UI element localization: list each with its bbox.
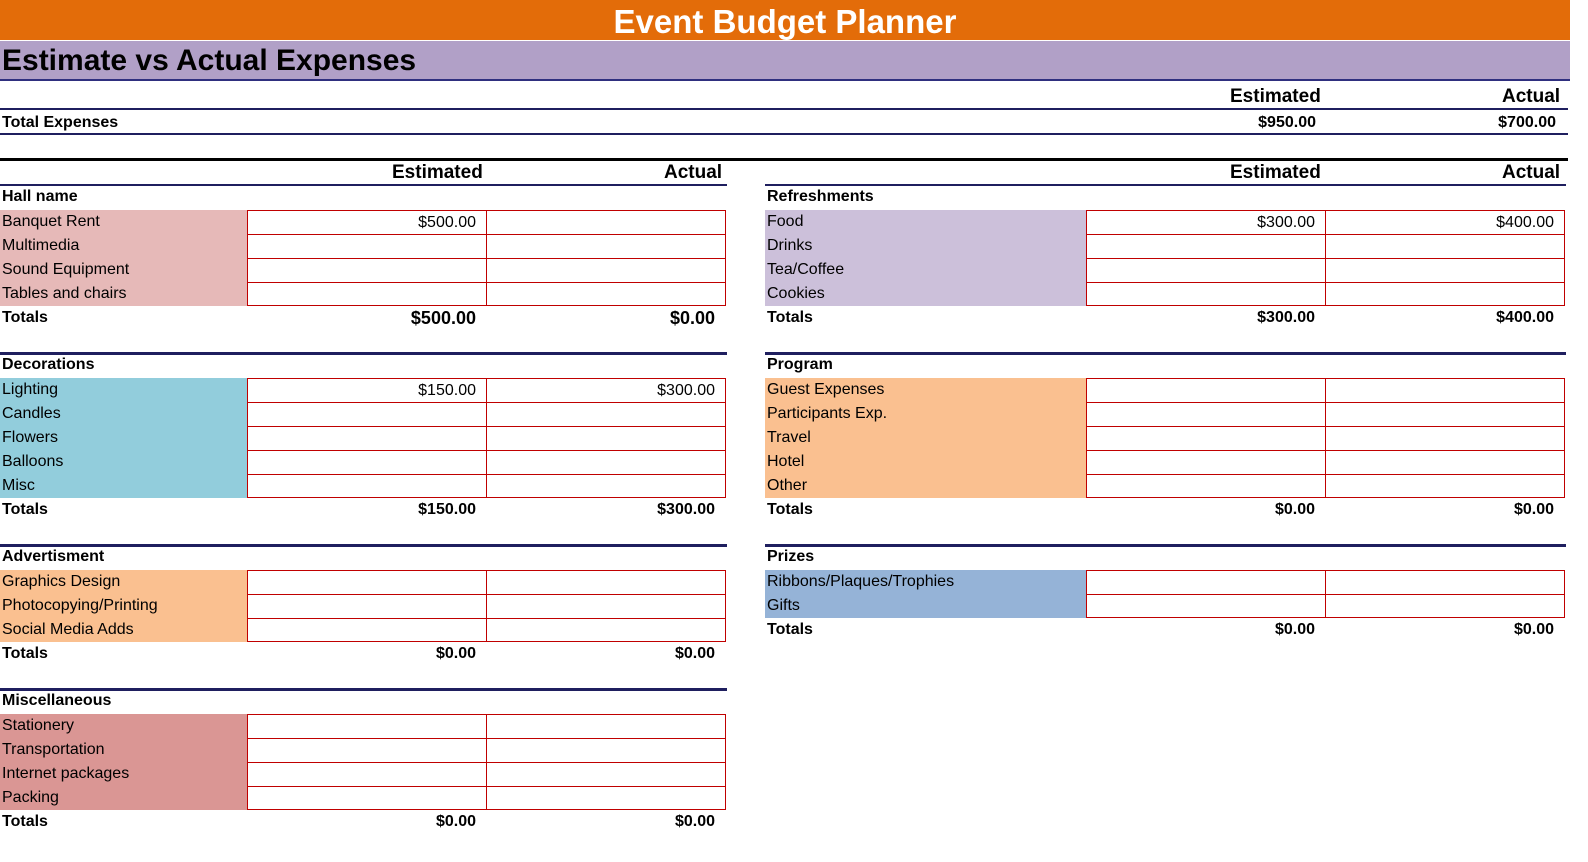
estimated-cell[interactable] bbox=[248, 234, 487, 258]
table-row bbox=[765, 282, 1566, 306]
estimated-cell[interactable] bbox=[1087, 426, 1326, 450]
estimated-cell[interactable] bbox=[248, 474, 487, 498]
estimated-cell[interactable] bbox=[248, 594, 487, 618]
section-title: Advertisment bbox=[2, 548, 105, 565]
table-row bbox=[0, 474, 727, 498]
actual-cell[interactable] bbox=[487, 762, 726, 786]
totals-estimated[interactable]: $0.00 bbox=[1274, 621, 1315, 638]
row-label: Internet packages bbox=[0, 762, 248, 786]
table-row bbox=[765, 594, 1566, 618]
actual-cell[interactable] bbox=[487, 426, 726, 450]
section-title: Program bbox=[767, 356, 833, 373]
table-row bbox=[765, 426, 1566, 450]
table-row bbox=[765, 402, 1566, 426]
actual-cell[interactable] bbox=[1326, 570, 1565, 594]
table-row bbox=[0, 234, 727, 258]
actual-cell[interactable] bbox=[487, 210, 726, 234]
row-label: Ribbons/Plaques/Trophies bbox=[765, 570, 1087, 594]
estimated-cell[interactable] bbox=[1087, 282, 1326, 306]
row-label: Gifts bbox=[765, 594, 1087, 618]
actual-cell[interactable] bbox=[487, 282, 726, 306]
estimated-cell[interactable] bbox=[248, 738, 487, 762]
row-label: Misc bbox=[0, 474, 248, 498]
totals-actual[interactable]: $400.00 bbox=[1496, 309, 1554, 326]
totals-actual[interactable]: $0.00 bbox=[1513, 621, 1554, 638]
sections-top-rule bbox=[0, 158, 1568, 161]
page-title: Event Budget Planner bbox=[0, 0, 1570, 40]
summary-bottom-rule bbox=[0, 133, 1568, 135]
actual-cell[interactable] bbox=[487, 234, 726, 258]
totals-estimated[interactable]: $0.00 bbox=[435, 645, 476, 662]
row-label: Other bbox=[765, 474, 1087, 498]
total-expenses-estimated[interactable]: $950.00 bbox=[1258, 114, 1316, 131]
table-row bbox=[0, 570, 727, 594]
row-label: Candles bbox=[0, 402, 248, 426]
left-estimated-header: Estimated bbox=[392, 162, 483, 183]
estimated-cell[interactable] bbox=[1087, 474, 1326, 498]
estimated-cell[interactable] bbox=[1087, 594, 1326, 618]
actual-cell[interactable] bbox=[487, 570, 726, 594]
table-row bbox=[0, 738, 727, 762]
total-expenses-actual[interactable]: $700.00 bbox=[1498, 114, 1556, 131]
table-row bbox=[0, 402, 727, 426]
row-label: Multimedia bbox=[0, 234, 248, 258]
totals-label: Totals bbox=[2, 813, 48, 830]
table-row bbox=[765, 234, 1566, 258]
actual-cell[interactable] bbox=[487, 594, 726, 618]
section-title: Hall name bbox=[2, 188, 78, 205]
actual-cell[interactable] bbox=[1326, 474, 1565, 498]
estimated-cell[interactable]: $300.00 bbox=[1087, 210, 1326, 234]
row-label: Participants Exp. bbox=[765, 402, 1087, 426]
row-label: Drinks bbox=[765, 234, 1087, 258]
actual-cell[interactable] bbox=[1326, 594, 1565, 618]
actual-cell[interactable] bbox=[487, 738, 726, 762]
row-label: Graphics Design bbox=[0, 570, 248, 594]
actual-cell[interactable] bbox=[1326, 378, 1565, 402]
actual-cell[interactable] bbox=[1326, 282, 1565, 306]
table-row bbox=[0, 714, 727, 738]
table-row bbox=[0, 378, 727, 402]
totals-label: Totals bbox=[2, 501, 48, 518]
totals-estimated[interactable]: $300.00 bbox=[1257, 309, 1315, 326]
table-row bbox=[765, 450, 1566, 474]
totals-estimated[interactable]: $150.00 bbox=[418, 501, 476, 518]
estimated-cell[interactable] bbox=[248, 450, 487, 474]
summary-actual-header: Actual bbox=[1502, 86, 1561, 107]
section-title: Decorations bbox=[2, 356, 95, 373]
row-label: Guest Expenses bbox=[765, 378, 1087, 402]
row-label: Flowers bbox=[0, 426, 248, 450]
estimated-cell[interactable] bbox=[248, 786, 487, 810]
table-row bbox=[765, 258, 1566, 282]
estimated-cell[interactable]: $500.00 bbox=[248, 210, 487, 234]
page-subtitle: Estimate vs Actual Expenses bbox=[0, 41, 1570, 81]
estimated-cell[interactable] bbox=[248, 714, 487, 738]
actual-cell[interactable]: $300.00 bbox=[487, 378, 726, 402]
section-rule bbox=[0, 352, 727, 355]
right-estimated-header: Estimated bbox=[1230, 162, 1321, 183]
estimated-cell[interactable] bbox=[248, 282, 487, 306]
totals-actual[interactable]: $0.00 bbox=[1513, 501, 1554, 518]
estimated-cell[interactable] bbox=[248, 426, 487, 450]
table-row bbox=[0, 786, 727, 810]
totals-actual[interactable]: $0.00 bbox=[674, 645, 715, 662]
totals-label: Totals bbox=[767, 309, 813, 326]
estimated-cell[interactable]: $150.00 bbox=[248, 378, 487, 402]
actual-cell[interactable] bbox=[1326, 450, 1565, 474]
totals-actual[interactable]: $0.00 bbox=[669, 308, 715, 328]
row-label: Photocopying/Printing bbox=[0, 594, 248, 618]
table-row bbox=[0, 594, 727, 618]
actual-cell[interactable] bbox=[487, 618, 726, 642]
section-title: Prizes bbox=[767, 548, 815, 565]
row-label: Packing bbox=[0, 786, 248, 810]
table-row bbox=[0, 618, 727, 642]
estimated-cell[interactable] bbox=[248, 258, 487, 282]
row-label: Cookies bbox=[765, 282, 1087, 306]
table-row bbox=[0, 450, 727, 474]
section-rule bbox=[0, 184, 727, 186]
row-label: Transportation bbox=[0, 738, 248, 762]
row-label: Sound Equipment bbox=[0, 258, 248, 282]
actual-cell[interactable] bbox=[1326, 402, 1565, 426]
section-title: Miscellaneous bbox=[2, 692, 112, 709]
totals-label: Totals bbox=[767, 501, 813, 518]
actual-cell[interactable] bbox=[1326, 426, 1565, 450]
table-row bbox=[765, 474, 1566, 498]
estimated-cell[interactable] bbox=[1087, 234, 1326, 258]
table-row bbox=[0, 258, 727, 282]
estimated-cell[interactable] bbox=[248, 570, 487, 594]
section-title: Refreshments bbox=[767, 188, 874, 205]
estimated-cell[interactable] bbox=[248, 618, 487, 642]
estimated-cell[interactable] bbox=[248, 402, 487, 426]
actual-cell[interactable] bbox=[1326, 258, 1565, 282]
section-rule bbox=[765, 184, 1566, 186]
total-expenses-label: Total Expenses bbox=[2, 114, 119, 131]
table-row bbox=[765, 570, 1566, 594]
section-rule bbox=[765, 352, 1566, 355]
row-label: Banquet Rent bbox=[0, 210, 248, 234]
actual-cell[interactable] bbox=[1326, 234, 1565, 258]
table-row bbox=[0, 210, 727, 234]
totals-estimated[interactable]: $0.00 bbox=[435, 813, 476, 830]
totals-actual[interactable]: $0.00 bbox=[674, 813, 715, 830]
totals-label: Totals bbox=[2, 645, 48, 662]
row-label: Hotel bbox=[765, 450, 1087, 474]
row-label: Tea/Coffee bbox=[765, 258, 1087, 282]
estimated-cell[interactable] bbox=[1087, 402, 1326, 426]
totals-estimated[interactable]: $0.00 bbox=[1274, 501, 1315, 518]
row-label: Balloons bbox=[0, 450, 248, 474]
row-label: Tables and chairs bbox=[0, 282, 248, 306]
actual-cell[interactable] bbox=[487, 258, 726, 282]
section-rule bbox=[0, 544, 727, 547]
actual-cell[interactable] bbox=[487, 786, 726, 810]
estimated-cell[interactable] bbox=[1087, 258, 1326, 282]
estimated-cell[interactable] bbox=[1087, 570, 1326, 594]
estimated-cell[interactable] bbox=[1087, 378, 1326, 402]
actual-cell[interactable] bbox=[487, 450, 726, 474]
actual-cell[interactable] bbox=[487, 402, 726, 426]
summary-estimated-header: Estimated bbox=[1230, 86, 1321, 107]
table-row bbox=[0, 282, 727, 306]
right-actual-header: Actual bbox=[1502, 162, 1561, 183]
left-actual-header: Actual bbox=[664, 162, 723, 183]
table-row bbox=[0, 426, 727, 450]
totals-label: Totals bbox=[767, 621, 813, 638]
row-label: Travel bbox=[765, 426, 1087, 450]
estimated-cell[interactable] bbox=[1087, 450, 1326, 474]
table-row bbox=[765, 378, 1566, 402]
actual-cell[interactable]: $400.00 bbox=[1326, 210, 1565, 234]
totals-estimated[interactable]: $500.00 bbox=[410, 308, 476, 328]
summary-top-rule bbox=[0, 108, 1568, 110]
totals-label: Totals bbox=[2, 309, 48, 326]
actual-cell[interactable] bbox=[487, 714, 726, 738]
row-label: Lighting bbox=[0, 378, 248, 402]
table-row bbox=[0, 762, 727, 786]
row-label: Social Media Adds bbox=[0, 618, 248, 642]
actual-cell[interactable] bbox=[487, 474, 726, 498]
table-row bbox=[765, 210, 1566, 234]
section-rule bbox=[765, 544, 1566, 547]
row-label: Food bbox=[765, 210, 1087, 234]
row-label: Stationery bbox=[0, 714, 248, 738]
estimated-cell[interactable] bbox=[248, 762, 487, 786]
totals-actual[interactable]: $300.00 bbox=[657, 501, 715, 518]
